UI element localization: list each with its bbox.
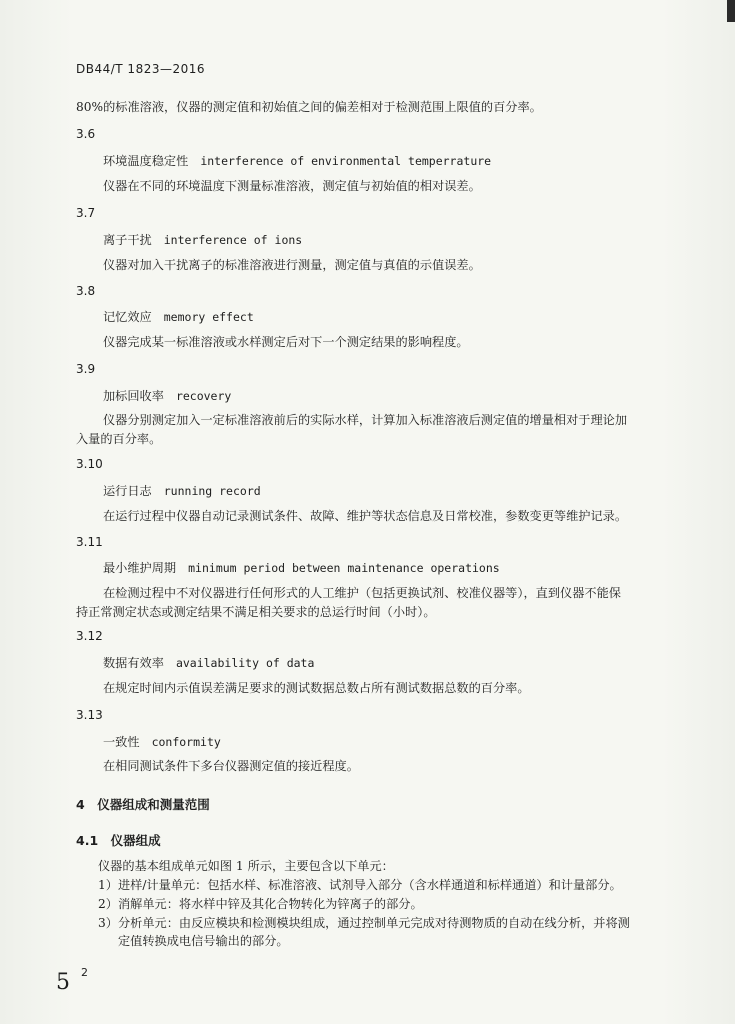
term-heading [103, 559, 500, 576]
term-en: recovery [175, 389, 232, 403]
clause-number: 3.13 [76, 708, 103, 722]
term-heading [103, 654, 314, 671]
clause-number: 3.12 [76, 629, 103, 643]
handwritten-page-number: 5 [56, 970, 70, 995]
term-en: availability of data [175, 656, 315, 670]
list-item-cont: 定值转换成电信号输出的部分。 [118, 934, 289, 948]
term-en: running record [163, 484, 261, 498]
continuation-text: 80%的标准溶液，仪器的测定值和初始值之间的偏差相对于检测范围上限值的百分率。 [76, 100, 542, 114]
clause-number: 3.9 [76, 362, 96, 376]
term-definition-cont: 入量的百分率。 [76, 432, 162, 446]
term-definition: 仪器在不同的环境温度下测量标准溶液，测定值与初始值的相对误差。 [103, 179, 481, 193]
term-en: interference of environmental temperrature [200, 154, 492, 168]
term-zh: 环境温度稳定性 [103, 154, 189, 168]
clause-number: 3.10 [76, 457, 103, 471]
term-zh: 加标回收率 [103, 389, 164, 403]
term-zh: 离子干扰 [103, 233, 152, 247]
section-heading: 4 仪器组成和测量范围 [76, 797, 210, 812]
term-zh: 运行日志 [103, 484, 152, 498]
term-definition: 在相同测试条件下多台仪器测定值的接近程度。 [103, 759, 359, 773]
term-zh: 最小维护周期 [103, 561, 177, 575]
term-zh: 一致性 [103, 735, 140, 749]
term-heading [103, 308, 254, 325]
term-definition: 在运行过程中仪器自动记录测试条件、故障、维护等状态信息及日常校准，参数变更等维护记录。 [103, 509, 628, 523]
term-heading [103, 482, 261, 499]
standard-code: DB44/T 1823—2016 [76, 62, 206, 76]
term-definition: 仪器分别测定加入一定标准溶液前后的实际水样，计算加入标准溶液后测定值的增量相对于理论加 [103, 413, 628, 427]
term-heading [103, 231, 302, 248]
list-item: 3）分析单元：由反应模块和检测模块组成，通过控制单元完成对待测物质的自动在线分析，并将测 [98, 916, 630, 930]
term-zh: 数据有效率 [103, 656, 164, 670]
printed-page-number: 2 [81, 966, 88, 979]
clause-number: 3.11 [76, 535, 103, 549]
term-en: conformity [151, 735, 221, 749]
term-en: interference of ions [163, 233, 303, 247]
clause-number: 3.6 [76, 127, 96, 141]
term-heading [103, 733, 221, 750]
term-heading [103, 387, 231, 404]
term-definition: 在检测过程中不对仪器进行任何形式的人工维护（包括更换试剂、校准仪器等），直到仪器不能保 [103, 586, 621, 600]
term-heading [103, 152, 491, 169]
term-zh: 记忆效应 [103, 310, 152, 324]
term-definition: 仪器完成某一标准溶液或水样测定后对下一个测定结果的影响程度。 [103, 335, 469, 349]
term-en: memory effect [163, 310, 254, 324]
term-definition-cont: 持正常测定状态或测定结果不满足相关要求的总运行时间（小时）。 [76, 605, 436, 619]
clause-number: 3.7 [76, 206, 96, 220]
scan-corner-mark [727, 0, 735, 22]
subsection-intro: 仪器的基本组成单元如图 1 所示，主要包含以下单元： [98, 859, 394, 873]
term-en: minimum period between maintenance operations [188, 561, 500, 575]
list-item: 1）进样/计量单元：包括水样、标准溶液、试剂导入部分（含水样通道和标样通道）和计量部分。 [98, 878, 622, 892]
term-definition: 仪器对加入干扰离子的标准溶液进行测量，测定值与真值的示值误差。 [103, 258, 481, 272]
list-item: 2）消解单元：将水样中锌及其化合物转化为锌离子的部分。 [98, 897, 423, 911]
subsection-heading: 4.1 仪器组成 [76, 833, 161, 848]
term-definition: 在规定时间内示值误差满足要求的测试数据总数占所有测试数据总数的百分率。 [103, 681, 530, 695]
clause-number: 3.8 [76, 284, 96, 298]
